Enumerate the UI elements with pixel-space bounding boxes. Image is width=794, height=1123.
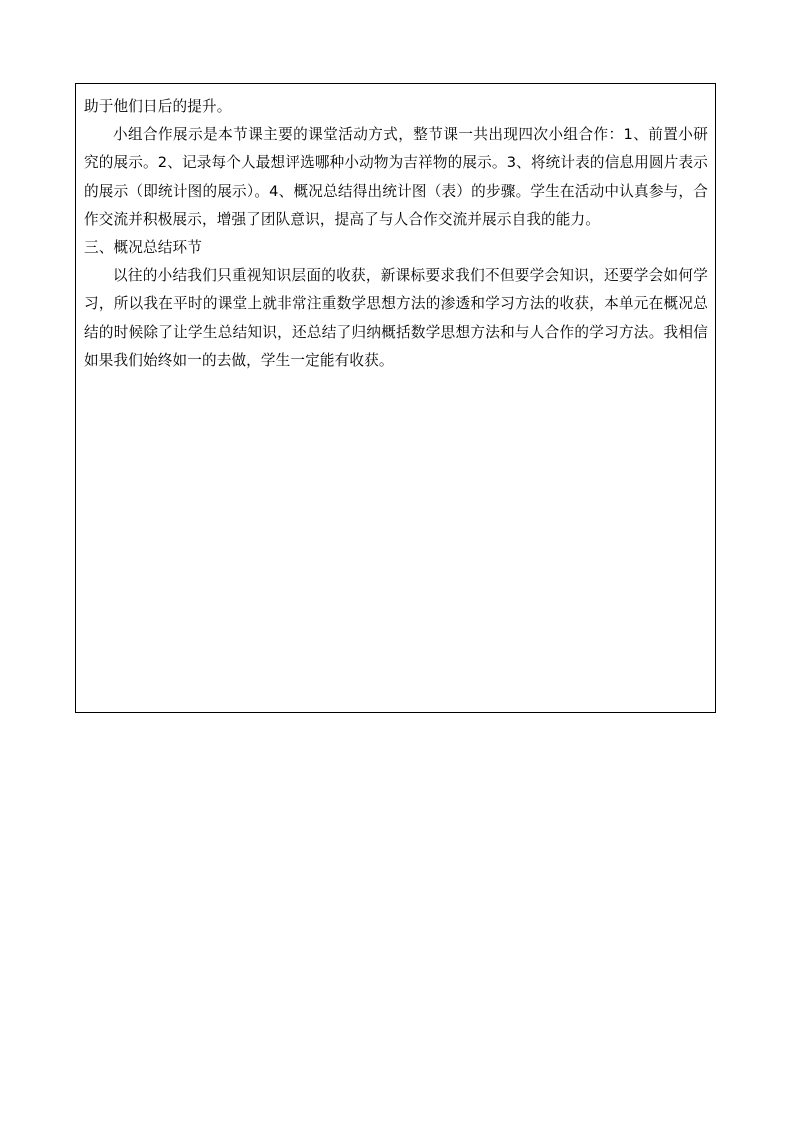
content-table-cell	[75, 83, 716, 713]
section-heading-summary: 三、概况总结环节	[84, 239, 202, 257]
text-area	[84, 93, 708, 375]
paragraph-continuation: 助于他们日后的提升。	[84, 98, 232, 115]
paragraph-summary: 以往的小结我们只重视知识层面的收获，新课标要求我们不但要学会知识，还要学会如何学习，所以我在平时的课堂上就非常注重数学思想方法的渗透和学习方法的收获，本单元在概况总结的时候除了让学生总结知识，还总结了归纳概括数学思想方法和与人合作的学习方法。我相信如果我们始终如一的去做，学生一定能有收获。	[84, 267, 708, 369]
paragraph-group-work: 小组合作展示是本节课主要的课堂活动方式，整节课一共出现四次小组合作：1、前置小研究的展示。2、记录每个人最想评选哪种小动物为吉祥物的展示。3、将统计表的信息用圆片表示的展示（即统计图的展示）。4、概况总结得出统计图（表）的步骤。学生在活动中认真参与，合作交流并积极展示，增强了团队意识，提高了与人合作交流并展示自我的能力。	[84, 126, 708, 228]
